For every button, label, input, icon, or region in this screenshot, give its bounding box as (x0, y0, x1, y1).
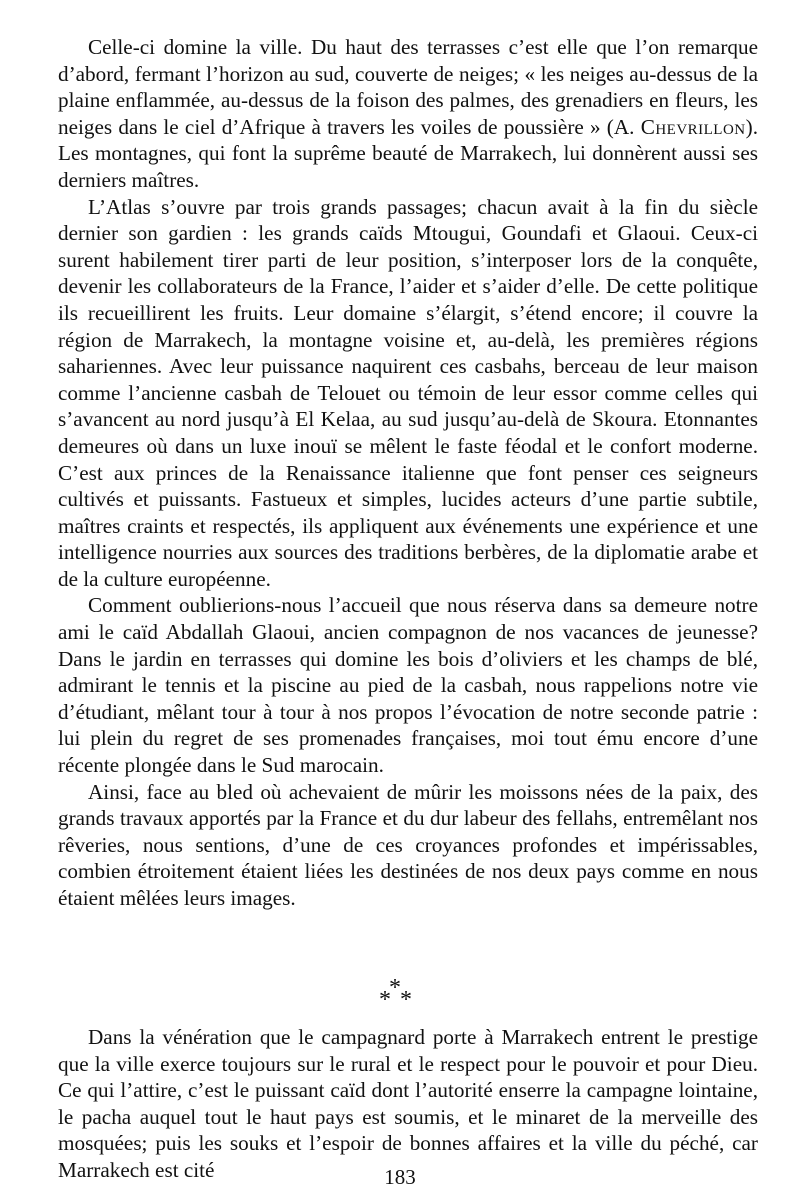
paragraph-3: Comment oublierions-nous l’accueil que nous réserva dans sa demeure notre ami le caïd Abdallah Glaoui, ancien compagnon de nos vacances de jeunesse? Dans le jardin en terrasses qui domine les bois d’oliviers et les champs de blé, admirant le tennis et la piscine au pied de la casbah, nous rappelions notre vie d’étudiant, mêlant tour à tour à nos propos l’évocation de notre seconde patrie : lui plein du regret de ses promenades françaises, moi tout ému encore d’une récente plongée dans le Sud marocain. (58, 593, 758, 778)
paragraph-5: Dans la vénération que le campagnard porte à Marrakech entrent le prestige que la ville exerce toujours sur le rural et le respect pour le pouvoir et pour Dieu. Ce qui l’attire, c’est le puissant caïd dont l’autorité enserre la campagne lointaine, le pacha auquel tout le haut pays est soumis, et le minaret de la merveille des mosquées; puis les souks et l’espoir de bonnes affaires et la ville du péché, car Marrakech est cité (58, 1025, 758, 1182)
author-name: Chevrillon (640, 114, 746, 139)
separator-star-top: * (389, 975, 401, 1001)
paragraph-4: Ainsi, face au bled où achevaient de mûrir les moissons nées de la paix, des grands travaux apportés par la France et du dur labeur des fellahs, entremêlant nos rêveries, nous sentions, d’une de ces croyances profondes et impérissables, combien étroitement étaient liées les destinées de nos deux pays comme en nous étaient mêlées leurs images. (58, 779, 758, 910)
second-section (58, 1024, 758, 1184)
page-number: 183 (384, 1165, 416, 1189)
separator-star-right: * (400, 987, 412, 1013)
paragraph-1 (58, 34, 758, 194)
paragraph-2: L’Atlas s’ouvre par trois grands passages; chacun avait à la fin du siècle dernier son gardien : les grands caïds Mtougui, Goundafi et Glaoui. Ceux-ci surent habilement tirer parti de leur position, s’interposer lors de la conquête, devenir les collaborateurs de la France, l’aider et s’aider d’elle. De cette politique ils recueillirent les fruits. Leur domaine s’élargit, s’étend encore; il couvre la région de Marrakech, la montagne voisine et, au-delà, les premières régions sahariennes. Avec leur puissance naquirent ces casbahs, berceau de leur maison comme l’ancienne casbah de Telouet ou témoin de leur essor comme celles qui s’avancent au nord jusqu’à El Kelaa, au sud jusqu’au-delà de Skoura. Etonnantes demeures où dans un luxe inouï se mêlent le faste féodal et le confort moderne. C’est aux princes de la Renaissance italienne que font penser ces seigneurs cultivés et puissants. Fastueux et simples, lucides acteurs d’une partie subtile, maîtres craints et respectés, ils appliquent aux événements une expérience et une intelligence nourries aux sources des traditions berbères, de la diplomatie arabe et de la culture européenne. (58, 194, 758, 591)
paragraph-1-text-start: Celle-ci domine la ville. Du haut des terrasses c’est elle que l’on remarque d’abord, fermant l’horizon au sud, couverte de neiges; « les neiges au-dessus de la plaine enflammée, au-dessus de la foison des palmes, des grenadiers en fleurs, les neiges dans le ciel d’Afrique à travers les voiles de poussière » (A. (58, 35, 758, 139)
paragraph-1-text-end: ). Les montagnes, qui font la suprême beauté de Marrakech, lui donnèrent aussi ses derniers maîtres. (58, 114, 758, 192)
section-separator (58, 976, 758, 1016)
separator-star-left: * (379, 987, 391, 1013)
